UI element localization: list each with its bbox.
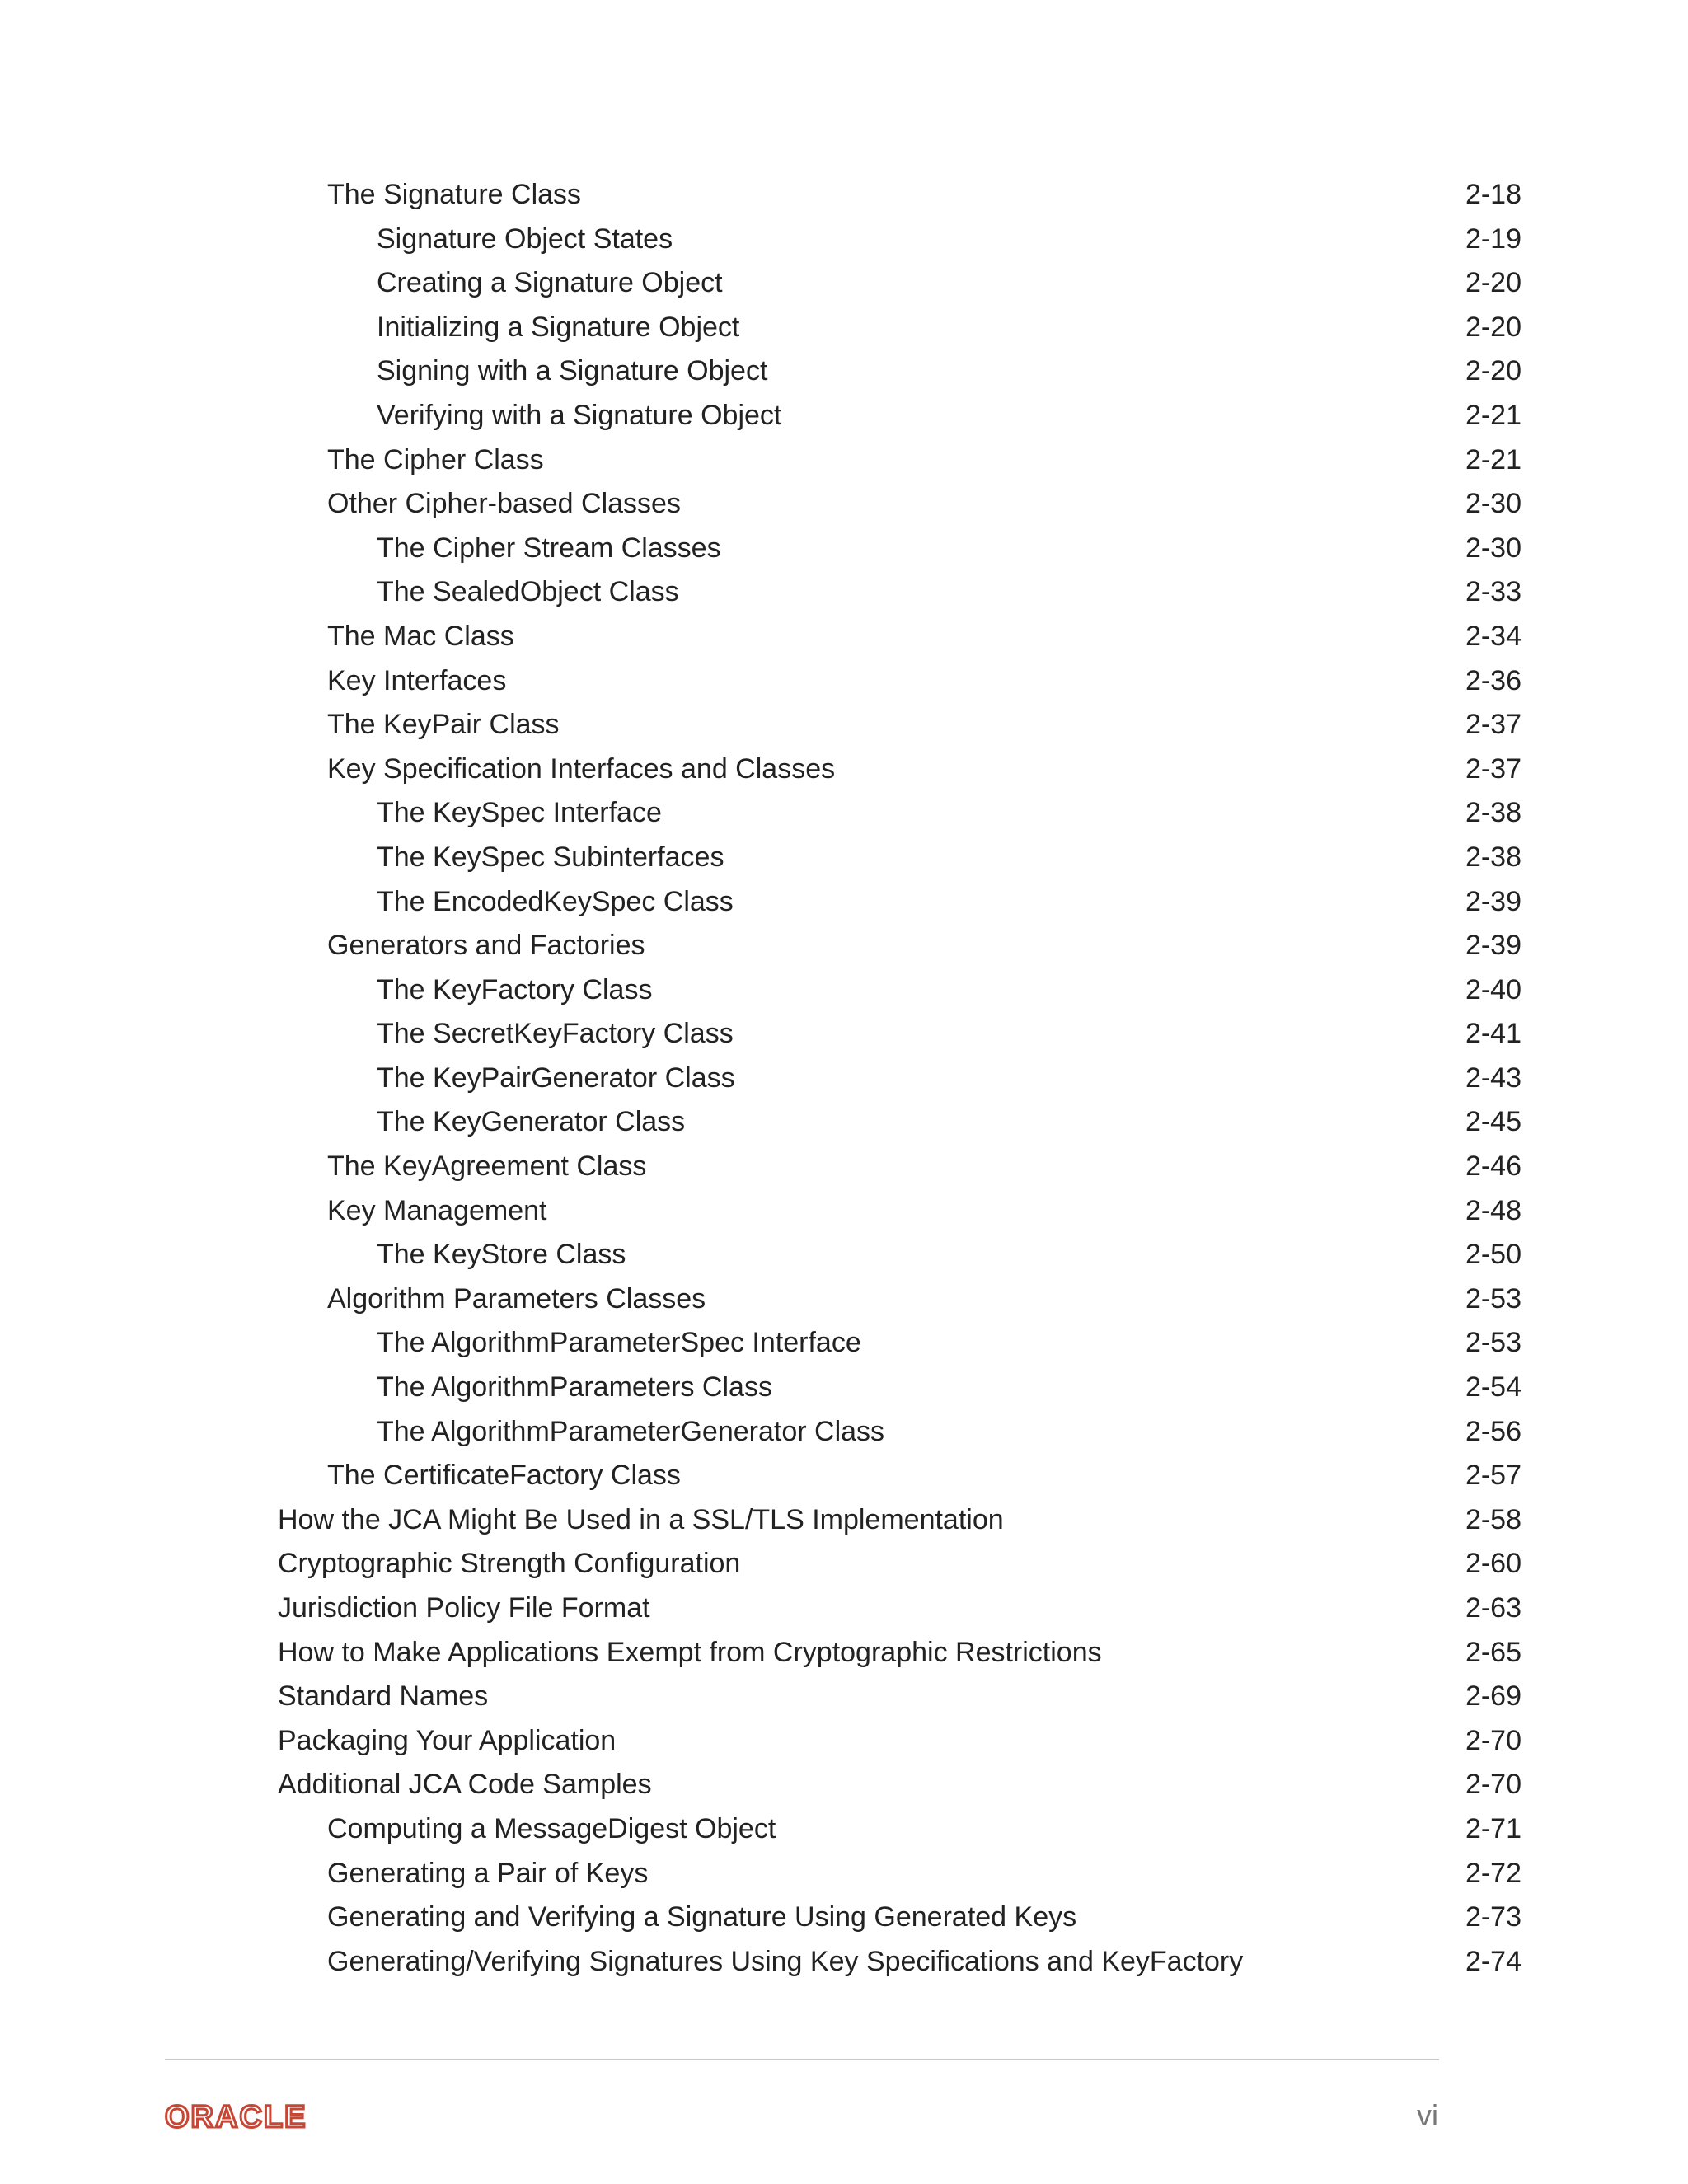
toc-entry[interactable] (0, 1586, 1688, 1631)
toc-entry[interactable] (0, 261, 1688, 306)
toc-entry[interactable] (0, 1057, 1688, 1101)
toc-entry-title[interactable]: The AlgorithmParameters Class (377, 1371, 772, 1404)
toc-entry-page[interactable]: 2-53 (1465, 1327, 1522, 1359)
toc-entry-title[interactable]: The EncodedKeySpec Class (377, 885, 734, 917)
toc-entry[interactable] (0, 836, 1688, 880)
toc-entry-page[interactable]: 2-58 (1465, 1503, 1522, 1535)
toc-entry-title[interactable]: How the JCA Might Be Used in a SSL/TLS Implementation (278, 1503, 1004, 1535)
toc-entry[interactable] (0, 615, 1688, 659)
toc-entry-title[interactable]: Verifying with a Signature Object (377, 399, 782, 431)
toc-entry-title[interactable]: The CertificateFactory Class (327, 1460, 681, 1492)
toc-entry-title[interactable]: The SealedObject Class (377, 576, 679, 608)
toc-entry[interactable] (0, 438, 1688, 483)
toc-entry-title[interactable]: Signature Object States (377, 223, 673, 255)
toc-entry[interactable] (0, 482, 1688, 527)
toc-entry[interactable] (0, 1631, 1688, 1675)
toc-entry-title[interactable]: The AlgorithmParameterGenerator Class (377, 1415, 885, 1447)
toc-entry-title[interactable]: Initializing a Signature Object (377, 311, 740, 343)
toc-entry[interactable] (0, 1807, 1688, 1852)
toc-entry-title[interactable]: Key Interfaces (327, 664, 507, 696)
toc-entry[interactable] (0, 349, 1688, 394)
toc-entry-page[interactable]: 2-36 (1465, 664, 1522, 696)
footer-divider (165, 2059, 1439, 2060)
toc-entry-page[interactable]: 2-46 (1465, 1151, 1522, 1183)
toc-entry-title[interactable]: The Mac Class (327, 620, 514, 652)
toc-entry[interactable] (0, 748, 1688, 792)
toc-entry-title[interactable]: The KeyPairGenerator Class (377, 1062, 735, 1094)
toc-entry-page[interactable]: 2-71 (1465, 1812, 1522, 1844)
toc-entry-page[interactable]: 2-18 (1465, 179, 1522, 210)
page-number: vi (1417, 2098, 1438, 2132)
toc-entry[interactable] (0, 1896, 1688, 1940)
toc-entry-page[interactable]: 2-39 (1465, 885, 1522, 917)
toc-entry-page[interactable]: 2-63 (1465, 1592, 1522, 1624)
toc-entry-title[interactable]: Key Specification Interfaces and Classes (327, 752, 836, 785)
toc-list (0, 173, 1688, 1984)
toc-entry-page[interactable]: 2-30 (1465, 488, 1522, 520)
toc-entry-page[interactable]: 2-20 (1465, 311, 1522, 343)
toc-entry-page[interactable]: 2-60 (1465, 1548, 1522, 1580)
toc-entry-title[interactable]: Standard Names (278, 1680, 489, 1713)
table-of-contents (0, 173, 1688, 1984)
toc-entry[interactable] (0, 1189, 1688, 1234)
toc-entry[interactable] (0, 1719, 1688, 1764)
toc-entry-page[interactable]: 2-56 (1465, 1415, 1522, 1447)
toc-entry-title[interactable]: Cryptographic Strength Configuration (278, 1548, 741, 1580)
toc-entry-page[interactable]: 2-39 (1465, 930, 1522, 962)
toc-entry-title[interactable]: Generating/Verifying Signatures Using Key Specifications and KeyFactory (327, 1945, 1244, 1977)
toc-entry[interactable] (0, 968, 1688, 1013)
toc-entry-title[interactable]: The KeySpec Subinterfaces (377, 841, 724, 873)
toc-entry-page[interactable]: 2-37 (1465, 709, 1522, 741)
toc-entry-page[interactable]: 2-72 (1465, 1857, 1522, 1889)
toc-entry[interactable] (0, 1321, 1688, 1366)
toc-entry-page[interactable]: 2-38 (1465, 797, 1522, 829)
oracle-logo (165, 2100, 346, 2133)
toc-entry-title[interactable]: Packaging Your Application (278, 1724, 617, 1756)
toc-entry[interactable] (0, 1940, 1688, 1985)
toc-entry-page[interactable]: 2-70 (1465, 1724, 1522, 1756)
toc-entry[interactable] (0, 1675, 1688, 1719)
toc-entry[interactable] (0, 394, 1688, 438)
toc-entry-page[interactable]: 2-43 (1465, 1062, 1522, 1094)
toc-entry-page[interactable]: 2-33 (1465, 576, 1522, 608)
toc-entry-page[interactable]: 2-69 (1465, 1680, 1522, 1713)
toc-entry[interactable] (0, 659, 1688, 704)
toc-entry[interactable] (0, 1498, 1688, 1543)
toc-entry[interactable] (0, 570, 1688, 615)
toc-entry[interactable] (0, 306, 1688, 350)
toc-entry-page[interactable]: 2-21 (1465, 443, 1522, 476)
toc-entry-title[interactable]: Computing a MessageDigest Object (327, 1812, 776, 1844)
toc-entry-title[interactable]: Generating a Pair of Keys (327, 1857, 649, 1889)
toc-entry-page[interactable]: 2-34 (1465, 620, 1522, 652)
toc-entry[interactable] (0, 924, 1688, 968)
toc-entry[interactable] (0, 1145, 1688, 1189)
toc-entry-page[interactable]: 2-70 (1465, 1769, 1522, 1801)
toc-entry-title[interactable]: The Cipher Class (327, 443, 544, 476)
toc-entry-title[interactable]: Signing with a Signature Object (377, 355, 768, 387)
toc-entry[interactable] (0, 218, 1688, 262)
toc-entry-title[interactable]: The AlgorithmParameterSpec Interface (377, 1327, 861, 1359)
toc-entry[interactable] (0, 1410, 1688, 1455)
toc-entry[interactable] (0, 703, 1688, 748)
toc-entry-page[interactable]: 2-54 (1465, 1371, 1522, 1404)
toc-entry-page[interactable]: 2-57 (1465, 1460, 1522, 1492)
toc-entry-title[interactable]: Creating a Signature Object (377, 267, 723, 299)
toc-entry[interactable] (0, 1012, 1688, 1057)
toc-entry[interactable] (0, 1366, 1688, 1410)
toc-entry-title[interactable]: The Cipher Stream Classes (377, 532, 721, 564)
toc-entry-title[interactable]: The KeyAgreement Class (327, 1151, 647, 1183)
toc-entry-title[interactable]: Generating and Verifying a Signature Using Generated Keys (327, 1901, 1077, 1933)
toc-entry-title[interactable]: The KeyGenerator Class (377, 1106, 686, 1138)
toc-entry-title[interactable]: How to Make Applications Exempt from Cryptographic Restrictions (278, 1636, 1102, 1668)
toc-entry-page[interactable]: 2-65 (1465, 1636, 1522, 1668)
toc-entry-page[interactable]: 2-74 (1465, 1945, 1522, 1977)
toc-entry-page[interactable]: 2-20 (1465, 267, 1522, 299)
toc-entry-title[interactable]: Algorithm Parameters Classes (327, 1282, 706, 1315)
toc-entry[interactable] (0, 1100, 1688, 1145)
toc-entry-page[interactable]: 2-73 (1465, 1901, 1522, 1933)
toc-entry-page[interactable]: 2-19 (1465, 223, 1522, 255)
toc-entry[interactable] (0, 1277, 1688, 1322)
toc-entry[interactable] (0, 1233, 1688, 1277)
toc-entry-page[interactable]: 2-38 (1465, 841, 1522, 873)
toc-entry-title[interactable]: Generators and Factories (327, 930, 645, 962)
toc-entry-title[interactable]: The KeySpec Interface (377, 797, 662, 829)
toc-entry-page[interactable]: 2-21 (1465, 399, 1522, 431)
toc-entry-page[interactable]: 2-40 (1465, 973, 1522, 1005)
toc-entry-title[interactable]: Other Cipher-based Classes (327, 488, 681, 520)
toc-entry[interactable] (0, 1852, 1688, 1896)
toc-entry-title[interactable]: The KeyStore Class (377, 1239, 626, 1271)
toc-entry-page[interactable]: 2-50 (1465, 1239, 1522, 1271)
toc-entry-title[interactable]: Jurisdiction Policy File Format (278, 1592, 650, 1624)
toc-entry[interactable] (0, 880, 1688, 925)
toc-entry-page[interactable]: 2-45 (1465, 1106, 1522, 1138)
toc-entry[interactable] (0, 1763, 1688, 1807)
toc-entry[interactable] (0, 791, 1688, 836)
toc-entry-page[interactable]: 2-20 (1465, 355, 1522, 387)
toc-entry[interactable] (0, 173, 1688, 218)
oracle-logo-wordmark: ORACLE (165, 2100, 307, 2133)
toc-entry-title[interactable]: The Signature Class (327, 179, 582, 210)
toc-entry-title[interactable]: The SecretKeyFactory Class (377, 1018, 734, 1050)
toc-entry[interactable] (0, 1542, 1688, 1586)
toc-entry-title[interactable]: Key Management (327, 1194, 547, 1226)
toc-entry-page[interactable]: 2-41 (1465, 1018, 1522, 1050)
toc-entry-page[interactable]: 2-30 (1465, 532, 1522, 564)
toc-entry-page[interactable]: 2-37 (1465, 752, 1522, 785)
toc-entry[interactable] (0, 527, 1688, 571)
toc-entry-page[interactable]: 2-53 (1465, 1282, 1522, 1315)
toc-entry-title[interactable]: The KeyFactory Class (377, 973, 653, 1005)
toc-entry-title[interactable]: The KeyPair Class (327, 709, 560, 741)
toc-entry-title[interactable]: Additional JCA Code Samples (278, 1769, 652, 1801)
toc-entry[interactable] (0, 1454, 1688, 1498)
toc-entry-page[interactable]: 2-48 (1465, 1194, 1522, 1226)
